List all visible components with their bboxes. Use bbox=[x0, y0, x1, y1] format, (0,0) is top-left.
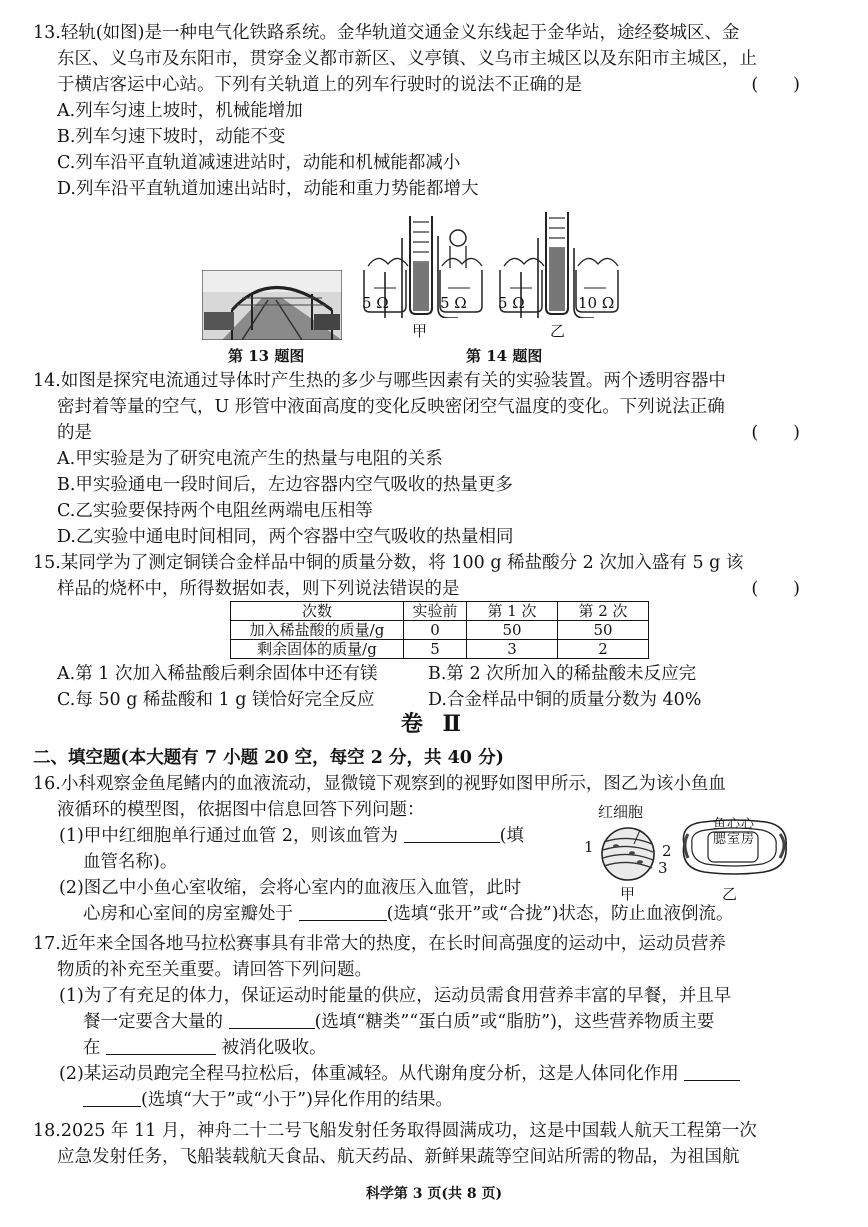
q17-part1-text3: 被消化吸收。 bbox=[221, 1038, 327, 1058]
figure-yi-label-q16: 乙 bbox=[722, 885, 738, 903]
table-header-cell: 第 2 次 bbox=[558, 602, 649, 621]
q14-option-c: C.乙实验要保持两个电阻丝两端电压相等 bbox=[57, 501, 373, 521]
answer-blank-continued[interactable] bbox=[83, 1088, 141, 1107]
q16-line-2: 液循环的模型图，依据图中信息回答下列问题： bbox=[57, 800, 425, 820]
q13-line-1: 13.轻轨(如图)是一种电气化铁路系统。金华轨道交通金义东线起于金华站，途经婺城区、金 bbox=[33, 23, 740, 43]
q17-line-1: 17.近年来全国各地马拉松赛事具有非常大的热度，在长时间高强度的运动中，运动员营养 bbox=[33, 934, 726, 954]
table-cell: 2 bbox=[558, 640, 649, 659]
q16-part2-line1: (2)图乙中小鱼心室收缩，会将心室内的血液压入血管，此时 bbox=[59, 878, 522, 898]
resistor-label-jia-right: 5 Ω bbox=[440, 294, 467, 312]
light-rail-photo bbox=[202, 270, 342, 340]
q14-option-a: A.甲实验是为了研究电流产生的热量与电阻的关系 bbox=[57, 449, 443, 469]
table-cell: 5 bbox=[404, 640, 467, 659]
q17-part2-hint: (选填“大于”或“小于”)异化作用的结果。 bbox=[141, 1090, 453, 1110]
q13-option-c: C.列车沿平直轨道减速进站时，动能和机械能都减小 bbox=[57, 153, 461, 173]
red-blood-cell-label: 红细胞 bbox=[598, 803, 644, 821]
table-cell: 加入稀盐酸的质量/g bbox=[231, 621, 404, 640]
figure-13-caption: 第 13 题图 bbox=[228, 347, 305, 365]
figure-14-caption: 第 14 题图 bbox=[466, 347, 543, 365]
q14-line-2: 密封着等量的空气，U 形管中液面高度的变化反映密闭空气温度的变化。下列说法正确 bbox=[57, 397, 725, 417]
answer-blank[interactable] bbox=[404, 824, 500, 843]
q17-part2-line2 bbox=[33, 1087, 808, 1113]
q17-line-2: 物质的补充至关重要。请回答下列问题。 bbox=[57, 960, 372, 980]
q14-option-b: B.甲实验通电一段时间后，左边容器内空气吸收的热量更多 bbox=[57, 475, 513, 495]
q13-option-d: D.列车沿平直轨道加速出站时，动能和重力势能都增大 bbox=[57, 179, 479, 199]
table-header-cell: 次数 bbox=[231, 602, 404, 621]
table-header-row bbox=[231, 602, 649, 621]
answer-blank[interactable] bbox=[299, 902, 387, 921]
q17-part1-hint: (选填“糖类”“蛋白质”或“脂肪”)，这些营养物质主要 bbox=[314, 1012, 715, 1032]
q15-data-table bbox=[230, 601, 649, 659]
q15-option-b: B.第 2 次所加入的稀盐酸未反应完 bbox=[428, 664, 697, 684]
table-header-cell: 实验前 bbox=[404, 602, 467, 621]
q16-part1-line2: 血管名称)。 bbox=[83, 852, 178, 872]
q18-line-1: 18.2025 年 11 月，神舟二十二号飞船发射任务取得圆满成功，这是中国载人航天工程第一次 bbox=[33, 1121, 757, 1141]
resistor-label-yi-right: 10 Ω bbox=[578, 294, 615, 312]
q14-line-1: 14.如图是探究电流通过导体时产生热的多少与哪些因素有关的实验装置。两个透明容器中 bbox=[33, 371, 726, 391]
resistor-label-jia-left: 5 Ω bbox=[362, 294, 389, 312]
q15-option-d: D.合金样品中铜的质量分数为 40% bbox=[428, 690, 702, 710]
vessel-number-2: 2 bbox=[662, 842, 672, 860]
resistor-label-yi-left: 5 Ω bbox=[498, 294, 525, 312]
heart-labels-row1: 鱼心心 bbox=[713, 817, 756, 832]
table-cell: 0 bbox=[404, 621, 467, 640]
q17-part2-text: (2)某运动员跑完全程马拉松后，体重减轻。从代谢角度分析，这是人体同化作用 bbox=[59, 1064, 679, 1084]
table-cell: 剩余固体的质量/g bbox=[231, 640, 404, 659]
answer-blank[interactable] bbox=[229, 1010, 315, 1029]
q16-part1-text: (1)甲中红细胞单行通过血管 2，则该血管为 bbox=[59, 826, 398, 846]
answer-blank[interactable] bbox=[106, 1036, 216, 1055]
q15-answer-paren: ( ) bbox=[751, 579, 800, 599]
q13-option-a: A.列车匀速上坡时，机械能增加 bbox=[57, 101, 303, 121]
figure-jia-label: 甲 bbox=[412, 322, 428, 340]
q13-line-2: 东区、义乌市及东阳市，贯穿金义都市新区、义亭镇、义乌市主城区以及东阳市主城区，止 bbox=[57, 49, 757, 69]
table-header-cell: 第 1 次 bbox=[467, 602, 558, 621]
page-footer: 科学第 3 页(共 8 页) bbox=[365, 1186, 503, 1202]
vessel-number-1: 1 bbox=[584, 838, 594, 856]
q16-part1-hint: (填 bbox=[499, 826, 524, 846]
question-17 bbox=[33, 931, 808, 1113]
q18-line-2: 应急发射任务，飞船装载航天食品、航天药品、新鲜果蔬等空间站所需的物品，为祖国航 bbox=[57, 1147, 740, 1167]
microscope-view bbox=[596, 826, 660, 882]
q15-option-a: A.第 1 次加入稀盐酸后剩余固体中还有镁 bbox=[57, 664, 378, 684]
q17-part2-line1 bbox=[33, 1061, 808, 1087]
section-heading: 二、填空题(本大题有 7 小题 20 空，每空 2 分，共 40 分) bbox=[33, 748, 504, 768]
question-18 bbox=[33, 1118, 808, 1170]
q14-answer-paren: ( ) bbox=[751, 423, 800, 443]
figure-yi-label: 乙 bbox=[550, 322, 566, 340]
q17-part1-text2: 在 bbox=[83, 1038, 101, 1058]
figure-jia-label-q16: 甲 bbox=[620, 885, 636, 903]
question-15 bbox=[33, 550, 808, 602]
answer-blank[interactable] bbox=[684, 1062, 740, 1081]
table-cell: 50 bbox=[467, 621, 558, 640]
q17-part1-line2 bbox=[33, 1009, 808, 1035]
q17-part1-text: 餐一定要含大量的 bbox=[83, 1012, 223, 1032]
section-title: 卷 Ⅱ bbox=[400, 711, 468, 737]
q17-part1-line3 bbox=[33, 1035, 808, 1061]
table-cell: 3 bbox=[467, 640, 558, 659]
vessel-number-3: 3 bbox=[658, 859, 668, 877]
q17-part1-line1: (1)为了有充足的体力，保证运动时能量的供应，运动员需食用营养丰富的早餐，并且早 bbox=[59, 986, 732, 1006]
q15-line-2: 样品的烧杯中，所得数据如表，则下列说法错误的是 bbox=[57, 579, 460, 599]
question-13 bbox=[33, 20, 808, 202]
q16-part2-line2 bbox=[33, 901, 808, 927]
q16-part2-hint: (选填“张开”或“合拢”)状态，防止血液倒流。 bbox=[386, 904, 734, 924]
table-row bbox=[231, 640, 649, 659]
table-row bbox=[231, 621, 649, 640]
q16-line-1: 16.小科观察金鱼尾鳍内的血液流动，显微镜下观察到的视野如图甲所示，图乙为该小鱼血 bbox=[33, 774, 726, 794]
q14-option-d: D.乙实验中通电时间相同，两个容器中空气吸收的热量相同 bbox=[57, 527, 514, 547]
q13-line-3: 于横店客运中心站。下列有关轨道上的列车行驶时的说法不正确的是 bbox=[57, 75, 582, 95]
question-14 bbox=[33, 368, 808, 550]
q15-line-1: 15.某同学为了测定铜镁合金样品中铜的质量分数，将 100 g 稀盐酸分 2 次加入盛有 5 g 该 bbox=[33, 553, 744, 573]
q14-line-3: 的是 bbox=[57, 423, 92, 443]
q13-answer-paren: ( ) bbox=[751, 75, 800, 95]
q13-option-b: B.列车匀速下坡时，动能不变 bbox=[57, 127, 286, 147]
q16-part2-text: 心房和心室间的房室瓣处于 bbox=[83, 904, 293, 924]
table-cell: 50 bbox=[558, 621, 649, 640]
heart-labels-row2: 腮室房 bbox=[713, 832, 756, 847]
q15-option-c: C.每 50 g 稀盐酸和 1 g 镁恰好完全反应 bbox=[57, 690, 375, 710]
